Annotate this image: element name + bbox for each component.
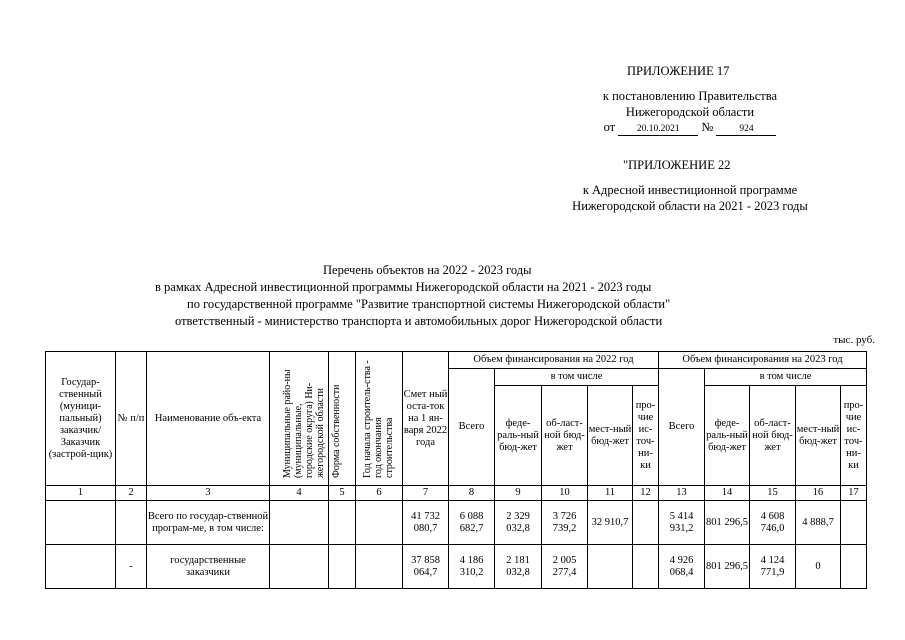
header-including-2023: в том числе [705, 369, 867, 386]
units-label: тыс. руб. [833, 334, 875, 346]
cell-local-2022: 32 910,7 [588, 501, 633, 545]
cell-local-2023: 4 888,7 [796, 501, 841, 545]
header-name: Наименование объ-екта [147, 352, 270, 486]
cell-number [116, 501, 147, 545]
cell-federal-2022: 2 181 032,8 [495, 545, 542, 589]
cell-federal-2023: 801 296,5 [705, 501, 750, 545]
cell-local-2023: 0 [796, 545, 841, 589]
column-number: 4 [270, 486, 329, 501]
cell-ownership [329, 545, 356, 589]
column-number: 10 [542, 486, 588, 501]
header-district [270, 352, 329, 486]
cell-customer [46, 501, 116, 545]
header-ownership-text: Форма собственности [331, 384, 342, 478]
table-row [46, 545, 867, 589]
cell-total-2023: 4 926 068,4 [659, 545, 705, 589]
cell-ownership [329, 501, 356, 545]
resolution-date-number [560, 120, 820, 136]
column-number: 12 [633, 486, 659, 501]
column-number: 5 [329, 486, 356, 501]
resolution-number: 924 [716, 124, 776, 136]
cell-federal-2023: 801 296,5 [705, 545, 750, 589]
cell-total-2022: 4 186 310,2 [449, 545, 495, 589]
cell-other-2022 [633, 501, 659, 545]
header-years-text: Год начала строитель-ства - год окончания строительства [362, 359, 395, 478]
column-number: 6 [356, 486, 403, 501]
column-number: 15 [750, 486, 796, 501]
header-other-2023: про-чие ис-точ-ни-ки [841, 386, 867, 486]
column-number: 11 [588, 486, 633, 501]
cell-regional-2022: 2 005 277,4 [542, 545, 588, 589]
header-number: № п/п [116, 352, 147, 486]
header-financing-2023: Объем финансирования на 2023 год [659, 352, 867, 369]
table-row [46, 501, 867, 545]
cell-regional-2022: 3 726 739,2 [542, 501, 588, 545]
cell-other-2022 [633, 545, 659, 589]
column-number: 7 [403, 486, 449, 501]
resolution-reference [560, 89, 820, 136]
column-number: 8 [449, 486, 495, 501]
header-local-2023: мест-ный бюд-жет [796, 386, 841, 486]
program-reference [530, 183, 850, 214]
cell-total-2022: 6 088 682,7 [449, 501, 495, 545]
cell-regional-2023: 4 608 746,0 [750, 501, 796, 545]
cell-remainder: 37 858 064,7 [403, 545, 449, 589]
column-number-row [46, 486, 867, 501]
header-local-2022: мест-ный бюд-жет [588, 386, 633, 486]
cell-customer [46, 545, 116, 589]
document-title [0, 262, 905, 330]
header-financing-2022: Объем финансирования на 2022 год [449, 352, 659, 369]
column-number: 3 [147, 486, 270, 501]
column-number: 13 [659, 486, 705, 501]
cell-other-2023 [841, 501, 867, 545]
header-total-2023: Всего [659, 369, 705, 486]
cell-number: - [116, 545, 147, 589]
title-line-4: ответственный - министерство транспорта и автомобильных дорог Нижегородской области [175, 314, 663, 328]
column-number: 9 [495, 486, 542, 501]
program-line-1: к Адресной инвестиционной программе [582, 183, 798, 197]
resolution-date: 20.10.2021 [618, 124, 698, 136]
resolution-line-1: к постановлению Правительства [602, 89, 778, 103]
cell-remainder: 41 732 080,7 [403, 501, 449, 545]
header-ownership [329, 352, 356, 486]
header-including-2022: в том числе [495, 369, 659, 386]
date-prefix: от [603, 120, 616, 134]
column-number: 1 [46, 486, 116, 501]
cell-district [270, 501, 329, 545]
resolution-line-2: Нижегородской области [625, 104, 755, 119]
title-line-2: в рамках Адресной инвестиционной программы Нижегородской области на 2021 - 2023 годы [155, 280, 652, 294]
title-line-1: Перечень объектов на 2022 - 2023 годы [323, 263, 532, 277]
column-number: 14 [705, 486, 750, 501]
cell-name: Всего по государ-ственной програм-ме, в том числе: [147, 501, 270, 545]
cell-district [270, 545, 329, 589]
program-line-2: Нижегородской области на 2021 - 2023 годы [572, 198, 808, 213]
column-number: 2 [116, 486, 147, 501]
appendix-number: ПРИЛОЖЕНИЕ 17 [627, 64, 730, 78]
column-number: 16 [796, 486, 841, 501]
cell-regional-2023: 4 124 771,9 [750, 545, 796, 589]
cell-name: государственные заказчики [147, 545, 270, 589]
number-prefix: № [701, 120, 714, 134]
cell-years [356, 545, 403, 589]
header-remainder: Смет ный оста-ток на 1 ян-варя 2022 года [403, 352, 449, 486]
header-total-2022: Всего [449, 369, 495, 486]
appendix-22: "ПРИЛОЖЕНИЕ 22 [623, 158, 731, 172]
cell-federal-2022: 2 329 032,8 [495, 501, 542, 545]
header-years [356, 352, 403, 486]
header-district-text: Муниципальные райо-ны (муниципальные, городские округа) Ни-жегородской области [282, 368, 326, 478]
header-regional-2022: об-ласт-ной бюд-жет [542, 386, 588, 486]
title-line-3: по государственной программе "Развитие транспортной системы Нижегородской области" [187, 297, 671, 311]
header-regional-2023: об-ласт-ной бюд-жет [750, 386, 796, 486]
header-other-2022: про-чие ис-точ-ни-ки [633, 386, 659, 486]
objects-table [45, 351, 867, 589]
header-customer: Государ-ственный (муници-пальный) заказчик/ Заказчик (застрой-щик) [46, 352, 116, 486]
header-federal-2022: феде-раль-ный бюд-жет [495, 386, 542, 486]
cell-other-2023 [841, 545, 867, 589]
cell-local-2022 [588, 545, 633, 589]
cell-total-2023: 5 414 931,2 [659, 501, 705, 545]
header-federal-2023: феде-раль-ный бюд-жет [705, 386, 750, 486]
column-number: 17 [841, 486, 867, 501]
cell-years [356, 501, 403, 545]
